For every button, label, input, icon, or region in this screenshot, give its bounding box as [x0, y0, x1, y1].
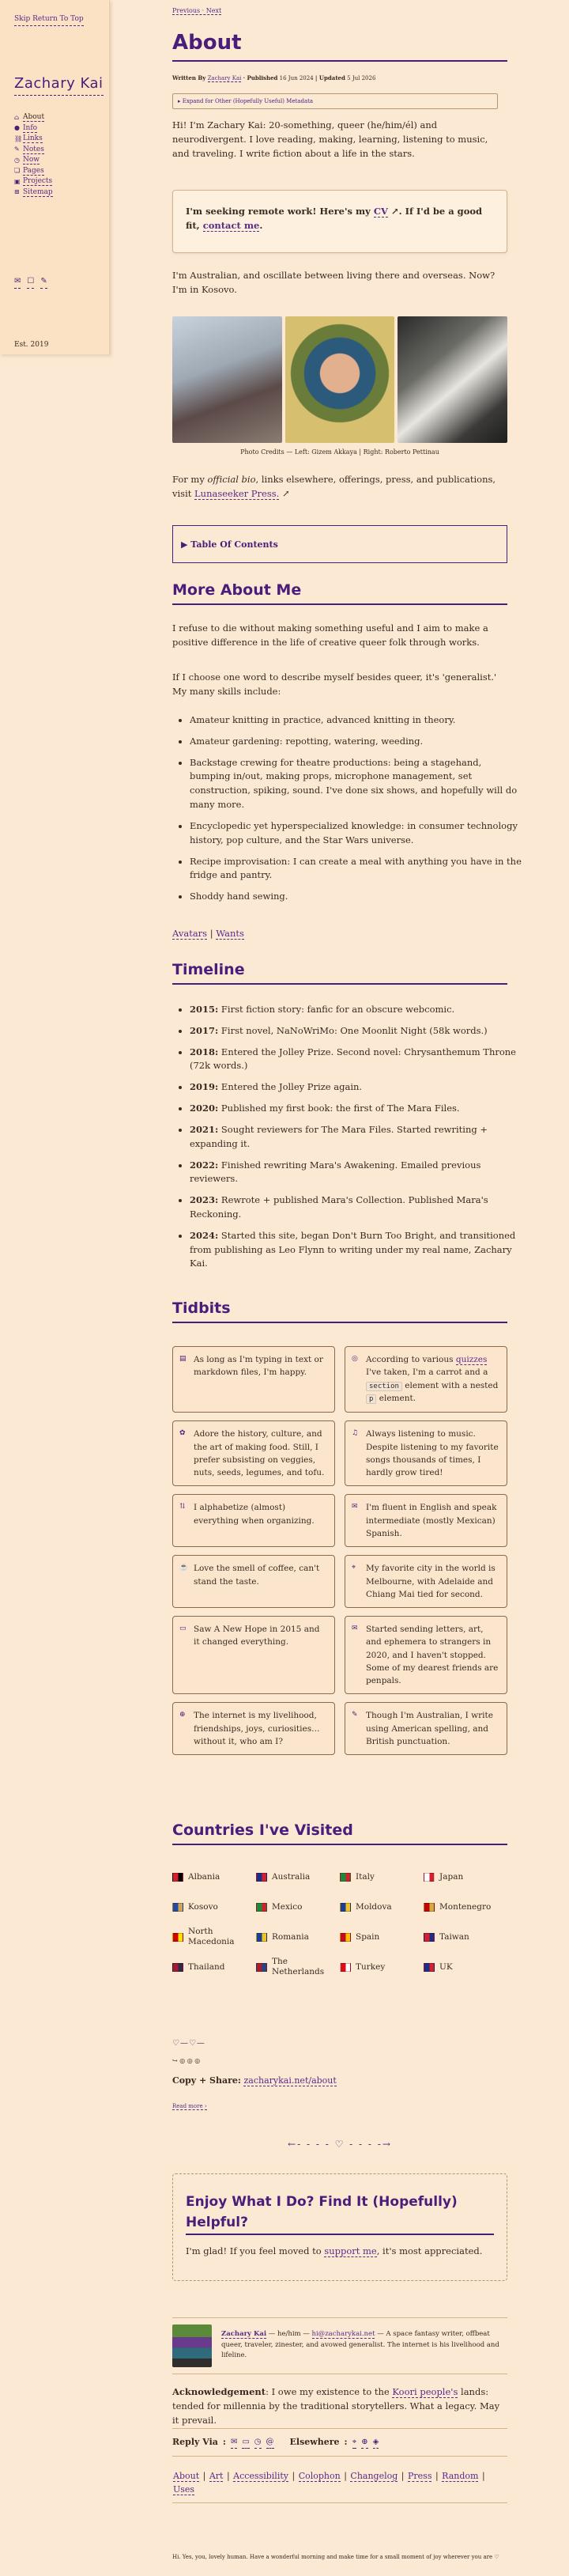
tidbit-icon: ✿ [179, 1429, 186, 1438]
photo-left [172, 316, 282, 443]
country-item: Australia [256, 1867, 340, 1887]
tidbit-card: ✎ Though I'm Australian, I write using American spelling, and British punctuation. [345, 1702, 507, 1755]
sidebar-item-info[interactable] [14, 123, 53, 134]
tidbit-card: ⊕ The internet is my livelihood, friendships, joys, curiosities…without it, who am I? [172, 1702, 335, 1755]
heading-more-about-me: More About Me [172, 579, 507, 605]
guestbook-icon[interactable]: ▭ [242, 2436, 249, 2449]
footer-link-press[interactable]: Press [408, 2471, 432, 2481]
nav-icon: ✎ [14, 146, 20, 153]
flag-icon [256, 1873, 267, 1882]
sidebar-item-about[interactable] [14, 112, 53, 123]
sidebar-item-label: Now [23, 156, 40, 165]
sidebar-item-links[interactable] [14, 134, 53, 145]
countries-grid [172, 1867, 507, 1977]
globe-icon[interactable]: ⊕ [361, 2436, 367, 2449]
country-item: Montenegro [424, 1897, 507, 1917]
sidebar-icons [14, 275, 47, 289]
timeline-item: • 2020: Published my first book: the first of The Mara Files. [190, 1102, 525, 1116]
country-item: Kosovo [172, 1897, 256, 1917]
sidebar-item-label: Pages [23, 166, 44, 175]
tidbit-card: ♫ Always listening to music. Despite listening to my favorite songs thousands of times, I hardly grow tired! [345, 1420, 507, 1486]
nav-icon: ⌂ [14, 113, 20, 121]
photo-credits: Photo Credits — Left: Gizem Akkaya | Right: Roberto Pettinau [240, 448, 439, 456]
more-paragraph-1: I refuse to die without making something useful and I aim to make a positive difference in the life of creative queer folk through works. [172, 622, 488, 648]
photo-row [172, 316, 507, 443]
country-item: Thailand [172, 1957, 256, 1977]
author-email-link[interactable]: hi@zacharykai.net [311, 2330, 375, 2338]
tidbit-card: ☕ Love the smell of coffee, can't stand the taste. [172, 1555, 335, 1608]
skills-list [172, 713, 525, 911]
sidebar-item-label: Links [23, 134, 43, 143]
country-item: Albania [172, 1867, 256, 1887]
tidbit-icon: ▤ [179, 1355, 187, 1363]
country-item: Italy [340, 1867, 424, 1887]
location-paragraph: I'm Australian, and oscillate between living there and overseas. Now? I'm in Kosovo. [172, 270, 496, 295]
sidebar [0, 0, 110, 354]
timeline-item: • 2019: Entered the Jolley Prize again. [190, 1080, 525, 1095]
support-box [172, 2173, 507, 2281]
tidbit-icon: ▭ [179, 1625, 187, 1633]
footer-link-colophon[interactable]: Colophon [298, 2471, 341, 2481]
related-links: Avatars | Wants [172, 928, 244, 939]
heading-timeline: Timeline [172, 959, 507, 985]
tag-icon[interactable]: ◈ [373, 2436, 379, 2449]
page-title: About [172, 27, 507, 62]
tidbit-icon: ⊕ [179, 1711, 186, 1719]
support-link[interactable]: support me [324, 2245, 377, 2256]
tidbit-icon: ✉ [352, 1625, 358, 1633]
support-title: Enjoy What I Do? Find It (Hopefully) Helpful? [186, 2192, 494, 2235]
work-callout: I'm seeking remote work! Here's my CV ↗. If I'd be a good fit, contact me. [172, 190, 507, 253]
flag-icon [340, 1903, 351, 1912]
flag-icon [340, 1873, 351, 1882]
country-item: The Netherlands [256, 1957, 340, 1977]
guestbook-icon[interactable]: ☐ [27, 275, 34, 289]
sidebar-item-sitemap[interactable] [14, 187, 53, 199]
site-name[interactable]: Zachary Kai [14, 73, 104, 96]
country-item: Mexico [256, 1897, 340, 1917]
nav-icon: ⊞ [14, 188, 20, 196]
mail-icon[interactable]: ✉ [14, 275, 21, 289]
support-text: I'm glad! If you feel moved to support me, it's most appreciated. [186, 2245, 483, 2256]
footer-link-random[interactable]: Random [442, 2471, 479, 2481]
table-of-contents-toggle[interactable]: ▶ Table Of Contents [172, 525, 507, 563]
photo-center [285, 316, 395, 443]
sidebar-item-pages[interactable] [14, 166, 53, 177]
footer-link-changelog[interactable]: Changelog [350, 2471, 398, 2481]
country-item: Romania [256, 1927, 340, 1947]
skill-item: • Recipe improvisation: I can create a meal with anything you have in the fridge and pantry. [190, 855, 525, 883]
sidebar-nav [14, 112, 53, 198]
nav-icon: ● [14, 124, 20, 132]
timeline-item: • 2023: Rewrote + published Mara's Collection. Published Mara's Reckoning. [190, 1193, 525, 1222]
tidbit-icon: ⇅ [179, 1503, 186, 1511]
footer-link-art[interactable]: Art [209, 2471, 224, 2481]
read-more-link[interactable]: Read more › [172, 2103, 207, 2109]
country-item: Turkey [340, 1957, 424, 1977]
country-item: Japan [424, 1867, 507, 1887]
tidbit-icon: ♫ [352, 1429, 359, 1438]
author-link[interactable]: Zachary Kai [207, 75, 242, 81]
nav-icon: ❏ [14, 167, 21, 175]
section-divider: ←- - - - ♡ - - - -→ [288, 2139, 392, 2150]
flag-icon [424, 1903, 435, 1912]
contact-link[interactable]: contact me [202, 219, 260, 231]
tidbit-icon: ☕ [179, 1564, 189, 1572]
nav-icon: ⛓ [14, 134, 23, 142]
clock-icon[interactable]: ◷ [254, 2436, 262, 2449]
sidebar-item-label: About [23, 113, 45, 122]
email-icon[interactable]: ✉ [231, 2436, 237, 2449]
tidbit-icon: ⌖ [352, 1564, 356, 1572]
flag-icon [424, 1933, 435, 1942]
heading-tidbits: Tidbits [172, 1297, 507, 1323]
country-item: Taiwan [424, 1927, 507, 1947]
copy-share: Copy + Share: zacharykai.net/about [172, 2075, 337, 2086]
footer-link-about[interactable]: About [173, 2471, 200, 2481]
timeline-item: • 2018: Entered the Jolley Prize. Second novel: Chrysanthemum Throne (72k words.) [190, 1046, 525, 1074]
timeline-item: • 2022: Finished rewriting Mara's Awakening. Emailed previous reviewers. [190, 1159, 525, 1187]
skill-item: • Shoddy hand sewing. [190, 890, 525, 904]
location-icon[interactable]: ⌖ [352, 2436, 357, 2449]
tidbit-card: ✉ Started sending letters, art, and ephemera to strangers in 2020, and I haven't stopped. Some of my dearest friends are penpals. [345, 1616, 507, 1694]
author-card: Zachary Kai — he/him — hi@zacharykai.net — A space fantasy writer, offbeat queer, traveler, zinester, and avowed generalist. The internet is his livelihood and lifeline. [172, 2317, 507, 2374]
sidebar-item-notes[interactable] [14, 145, 53, 156]
flag-icon [340, 1933, 351, 1942]
flag-icon [256, 1933, 267, 1942]
footer-link-accessibility[interactable]: Accessibility [233, 2471, 288, 2481]
flag-icon [172, 1903, 183, 1912]
heading-countries: Countries I've Visited [172, 1819, 507, 1845]
tidbit-card: ◎ According to various quizzes I've taken, I'm a carrot and a section element with a nested p element. [345, 1346, 507, 1413]
sidebar-item-label: Sitemap [23, 187, 53, 196]
footer-links: About | Art | Accessibility | Colophon | Changelog | Press | Random | Uses [172, 2469, 507, 2503]
breadcrumb[interactable]: Previous · Next [172, 7, 222, 14]
flag-icon [424, 1963, 435, 1972]
flag-icon [424, 1873, 435, 1882]
country-item: Moldova [340, 1897, 424, 1917]
tidbit-icon: ◎ [352, 1355, 358, 1363]
at-icon[interactable]: @ [266, 2436, 274, 2449]
bottom-note: Hi. Yes, you, lovely human. Have a wonderful morning and make time for a small moment of joy wherever you are ♡ [172, 2554, 499, 2560]
tidbit-card: ⇅ I alphabetize (almost) everything when organizing. [172, 1494, 335, 1547]
external-link-icon: ↗ [390, 206, 399, 217]
more-paragraph-2: If I choose one word to describe myself besides queer, it's 'generalist.' My many skills include: [172, 671, 497, 697]
hearts-decoration: ♡—♡— [172, 2039, 205, 2048]
avatars-link[interactable]: Avatars [172, 928, 208, 939]
timeline-list [172, 1003, 525, 1278]
photo-right [398, 316, 507, 443]
lunaseeker-link[interactable]: Lunaseeker Press. [194, 487, 280, 499]
post-meta: Written By Zachary Kai · Published 16 Jun 2024 | Updated 5 Jul 2026 [172, 74, 376, 81]
flag-icon [172, 1963, 183, 1972]
country-item: Spain [340, 1927, 424, 1947]
author-avatar [172, 2324, 212, 2367]
flag-icon [340, 1963, 351, 1972]
established: Est. 2019 [14, 341, 49, 349]
nav-icon: ▣ [14, 177, 21, 185]
skill-item: • Amateur knitting in practice, advanced knitting in theory. [190, 713, 525, 728]
tidbit-card: ✉ I'm fluent in English and speak intermediate (mostly Mexican) Spanish. [345, 1494, 507, 1547]
sidebar-item-label: Projects [23, 177, 53, 186]
metadata-expander[interactable]: ▸ Expand for Other (Hopefully Useful) Metadata [172, 93, 498, 109]
copy-share-link[interactable]: zacharykai.net/about [243, 2075, 337, 2086]
tidbit-card: ▭ Saw A New Hope in 2015 and it changed everything. [172, 1616, 335, 1694]
intro-paragraph: Hi! I'm Zachary Kai: 20-something, queer (he/him/él) and neurodivergent. I love reading, making, learning, listening to music, and traveling. I write fiction about a life in the stars. [172, 119, 488, 159]
cv-link[interactable]: CV [373, 206, 388, 217]
tidbit-card: ▤ As long as I'm typing in text or markdown files, I'm happy. [172, 1346, 335, 1413]
acknowledgement: Acknowledgement: I owe my existence to the Koori people's lands: tended for millennia by the traditional storytellers. What a legacy. May it prevail. [172, 2386, 500, 2426]
flag-icon [172, 1873, 183, 1882]
country-item: UK [424, 1957, 507, 1977]
pen-icon[interactable]: ✎ [40, 275, 47, 289]
sidebar-item-label: Notes [23, 145, 44, 153]
tidbit-card: ⌖ My favorite city in the world is Melbourne, with Adelaide and Chiang Mai tied for second. [345, 1555, 507, 1608]
skill-item: • Amateur gardening: repotting, watering, weeding. [190, 735, 525, 749]
timeline-item: • 2015: First fiction story: fanfic for an obscure webcomic. [190, 1003, 525, 1017]
quizzes-link[interactable]: quizzes [455, 1355, 488, 1364]
timeline-item: • 2017: First novel, NaNoWriMo: One Moonlit Night (58k words.) [190, 1024, 525, 1038]
author-name-link[interactable]: Zachary Kai [221, 2330, 267, 2338]
footer-link-uses[interactable]: Uses [173, 2484, 195, 2495]
sidebar-item-label: Info [23, 123, 38, 132]
skip-link[interactable]: Skip Return To Top [14, 14, 84, 26]
flag-icon [256, 1903, 267, 1912]
koori-link[interactable]: Koori people's [392, 2386, 458, 2397]
country-item: North Macedonia [172, 1927, 256, 1947]
skill-item: • Encyclopedic yet hyperspecialized knowledge: in consumer technology history, pop culture, and the Star Wars universe. [190, 819, 525, 848]
flag-icon [256, 1963, 267, 1972]
sidebar-item-now[interactable] [14, 155, 53, 166]
timeline-item: • 2024: Started this site, began Don't Burn Too Bright, and transitioned from publishing as Leo Flynn to writing under my real name, Zachary Kai. [190, 1229, 525, 1271]
reply-small-links[interactable]: ↪ ◎ ◎ ◎ [172, 2057, 201, 2064]
tidbits-grid [172, 1346, 507, 1755]
skill-item: • Backstage crewing for theatre productions: being a stagehand, bumping in/out, making props, microphone management, set construction, spiking, sound. I've done six shows, and hopefully will do many more. [190, 756, 525, 812]
official-bio-paragraph: For my official bio, links elsewhere, offerings, press, and publications, visit Lunaseeker Press. ↗ [172, 474, 496, 499]
tidbit-icon: ✎ [352, 1711, 358, 1719]
reply-via-bar: Reply Via : ✉ ▭ ◷ @ Elsewhere : ⌖ ⊕ ◈ [172, 2428, 507, 2457]
sidebar-item-projects[interactable] [14, 176, 53, 187]
timeline-item: • 2021: Sought reviewers for The Mara Files. Started rewriting + expanding it. [190, 1123, 525, 1152]
external-link-icon: ↗ [281, 487, 290, 499]
nav-icon: ◷ [14, 156, 20, 164]
tidbit-card: ✿ Adore the history, culture, and the art of making food. Still, I prefer subsisting on veggies, nuts, seeds, legumes, and tofu. [172, 1420, 335, 1486]
wants-link[interactable]: Wants [216, 928, 244, 939]
tidbit-icon: ✉ [352, 1503, 358, 1511]
flag-icon [172, 1933, 183, 1942]
